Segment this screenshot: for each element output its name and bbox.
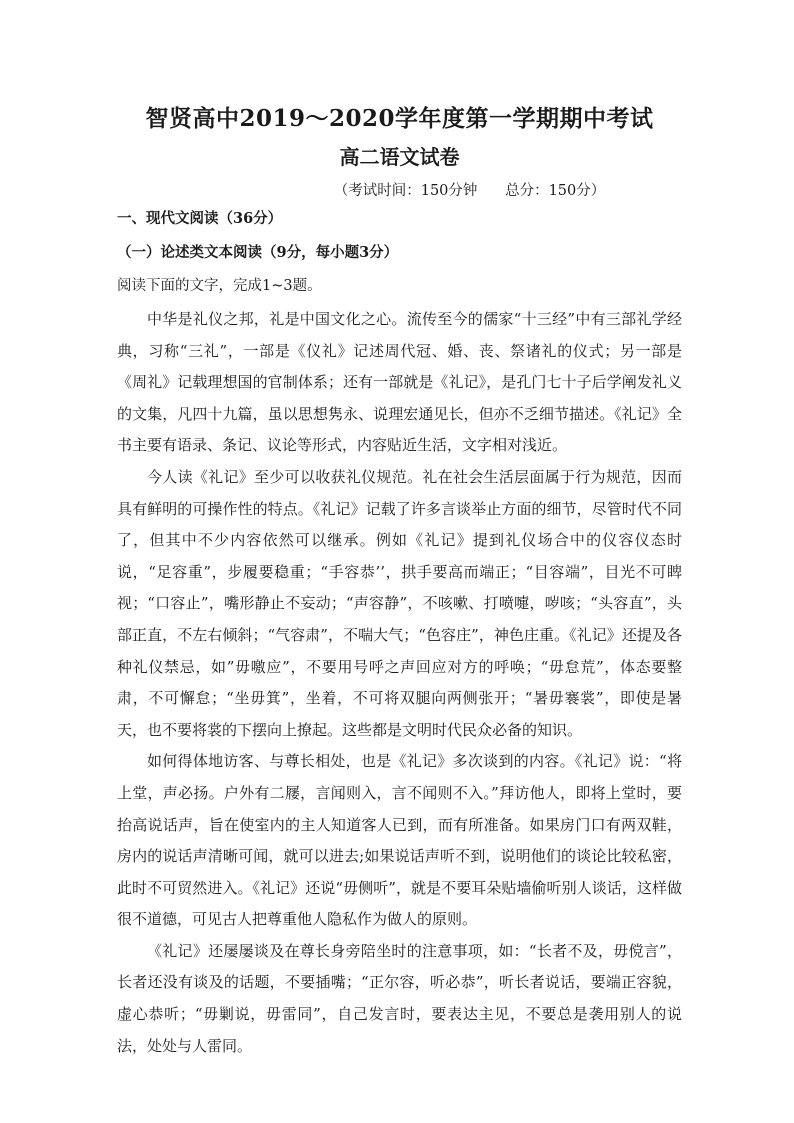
- exam-info: （考试时间：150分钟 总分：150分）: [333, 183, 606, 199]
- passage-paragraph-4: 《礼记》还屡屡谈及在尊长身旁陪坐时的注意事项，如：“长者不及，毋傥言”，长者还没有谈及的话题，不要插嘴；“正尔容，听必恭”，听长者说话，要端正容貌，虚心恭听；“毋剿说，毋雷同”，自己发言时，要表达主见，不要总是袭用别人的说法，处处与人雷同。: [117, 941, 682, 1055]
- passage-paragraph-2: 今人读《礼记》至少可以收获礼仪规范。礼在社会生活层面属于行为规范，因而具有鲜明的可操作性的特点。《礼记》记载了许多言谈举止方面的细节，尽管时代不同了，但其中不少内容依然可以继承。例如《礼记》提到礼仪场合中的仪容仪态时说，“足容重”，步履要稳重；“手容恭’’，拱手要高而端正；“目容端”，目光不可睥视；“口容止”，嘴形静止不妄动；“声容静”，不咳嗽、打喷嚏，哕咳；“头容直”，头部正直，不左右倾斜；“气容肃”，不喘大气；“色容庄”，神色庄重。《礼记》还提及各种礼仪禁忌，如”毋噭应”，不要用号呼之声回应对方的呼唤；“毋怠荒”，体态要整肃，不可懈怠；“坐毋箕”，坐着，不可将双腿向两侧张开；“暑毋褰裳”，即使是暑天，也不要将裳的下摆向上撩起。这些都是文明时代民众必备的知识。: [117, 467, 682, 739]
- exam-title: 智贤高中2019～2020学年度第一学期期中考试: [145, 105, 654, 132]
- reading-instruction: 阅读下面的文字，完成1~3题。: [117, 278, 322, 294]
- passage-body: [117, 304, 682, 1062]
- passage-paragraph-1: 中华是礼仪之邦，礼是中国文化之心。流传至今的儒家“十三经”中有三部礼学经典，习称“三礼”，一部是《仪礼》记述周代冠、婚、丧、祭诸礼的仪式；另一部是《周礼》记载理想国的官制体系；还有一部就是《礼记》，是孔门七十子后学阐发礼义的文集，凡四十九篇，虽以思想隽永、说理宏通见长，但亦不乏细节描述。《礼记》全书主要有语录、条记、议论等形式，内容贴近生活，文字相对浅近。: [117, 310, 682, 455]
- section-heading: 一、现代文阅读（36分）: [117, 210, 283, 227]
- passage-paragraph-3: 如何得体地访客、与尊长相处，也是《礼记》多次谈到的内容。《礼记》说：“将上堂，声必扬。户外有二屦，言闻则入，言不闻则不入。”拜访他人，即将上堂时，要抬高说话声，旨在使室内的主人知道客人已到，而有所准备。如果房门口有两双鞋，房内的说话声清晰可闻，就可以进去;如果说话声听不到，说明他们的谈论比较私密，此时不可贸然进入。《礼记》还说“毋侧听”，就是不要耳朵贴墙偷听别人谈话，这样做很不道德，可见古人把尊重他人隐私作为做人的原则。: [117, 752, 682, 929]
- paper-subtitle: 高二语文试卷: [339, 145, 460, 169]
- subsection-heading: （一）论述类文本阅读（9分，每小题3分）: [117, 244, 399, 261]
